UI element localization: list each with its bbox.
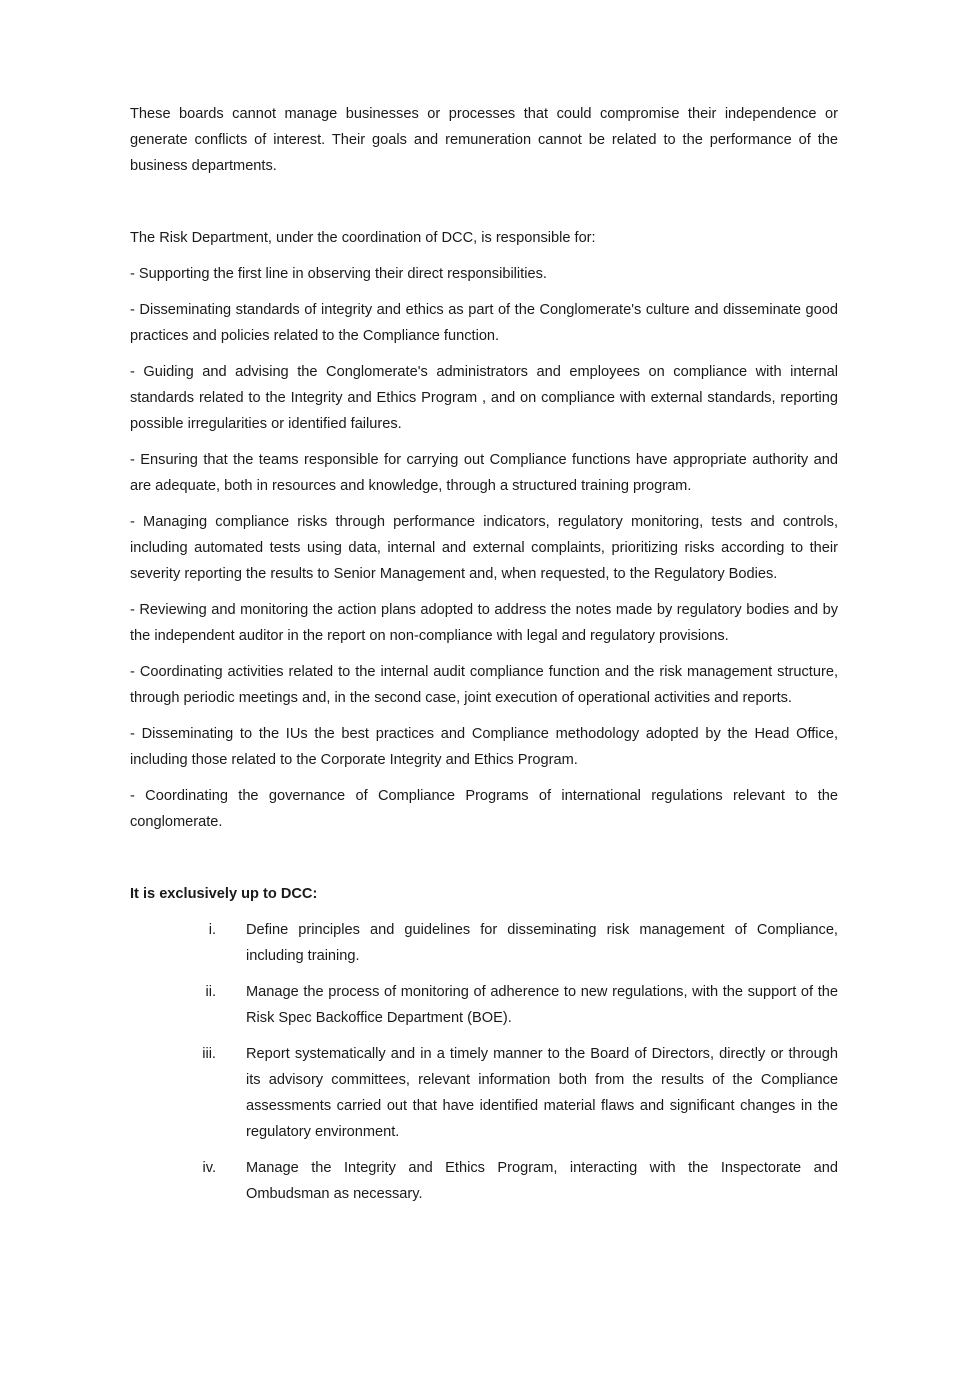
responsibility-item: - Ensuring that the teams responsible for carrying out Compliance functions have appropriate authority and are adequate, both in resources and knowledge, through a structured training program. (130, 452, 838, 494)
responsibility-item: - Guiding and advising the Conglomerate's administrators and employees on compliance with internal standards related to the Integrity and Ethics Program , and on compliance with external standards, reporting possible irregularities or identified failures. (130, 364, 838, 432)
responsibility-item: - Disseminating to the IUs the best practices and Compliance methodology adopted by the Head Office, including those related to the Corporate Integrity and Ethics Program. (130, 726, 838, 768)
dcc-list-item (130, 979, 838, 1031)
responsibilities-list (130, 261, 838, 835)
list-item-text: Define principles and guidelines for disseminating risk management of Compliance, including training. (246, 922, 838, 964)
list-number: ii. (205, 984, 216, 1000)
dcc-list-item (130, 1155, 838, 1207)
risk-department-lead: The Risk Department, under the coordination of DCC, is responsible for: (130, 230, 596, 246)
responsibility-item: - Coordinating activities related to the internal audit compliance function and the risk management structure, through periodic meetings and, in the second case, joint execution of operational activities and reports. (130, 664, 838, 706)
list-number: i. (208, 922, 216, 938)
responsibility-item: - Supporting the first line in observing their direct responsibilities. (130, 266, 547, 282)
intro-paragraph: These boards cannot manage businesses or processes that could compromise their independence or generate conflicts of interest. Their goals and remuneration cannot be related to the performance of the business departments. (130, 106, 838, 174)
dcc-heading: It is exclusively up to DCC: (130, 886, 318, 902)
list-number: iii. (202, 1046, 216, 1062)
dcc-list-item (130, 1041, 838, 1145)
list-item-text: Manage the process of monitoring of adherence to new regulations, with the support of the Risk Spec Backoffice Department (BOE). (246, 984, 838, 1026)
dcc-items-list (130, 917, 838, 1207)
responsibility-item: - Reviewing and monitoring the action plans adopted to address the notes made by regulatory bodies and by the independent auditor in the report on non-compliance with legal and regulatory provisions. (130, 602, 838, 644)
list-item-text: Manage the Integrity and Ethics Program, interacting with the Inspectorate and Ombudsman as necessary. (246, 1160, 838, 1202)
responsibility-item: - Managing compliance risks through performance indicators, regulatory monitoring, tests and controls, including automated tests using data, internal and external complaints, prioritizing risks according to their severity reporting the results to Senior Management and, when requested, to the Regulatory Bodies. (130, 514, 838, 582)
document-page (130, 101, 838, 1217)
responsibility-item: - Disseminating standards of integrity and ethics as part of the Conglomerate's culture and disseminate good practices and policies related to the Compliance function. (130, 302, 838, 344)
list-number: iv. (202, 1160, 216, 1176)
responsibility-item: - Coordinating the governance of Compliance Programs of international regulations relevant to the conglomerate. (130, 788, 838, 830)
dcc-list-item (130, 917, 838, 969)
list-item-text: Report systematically and in a timely manner to the Board of Directors, directly or through its advisory committees, relevant information both from the results of the Compliance assessments carried out that have identified material flaws and significant changes in the regulatory environment. (246, 1046, 838, 1140)
